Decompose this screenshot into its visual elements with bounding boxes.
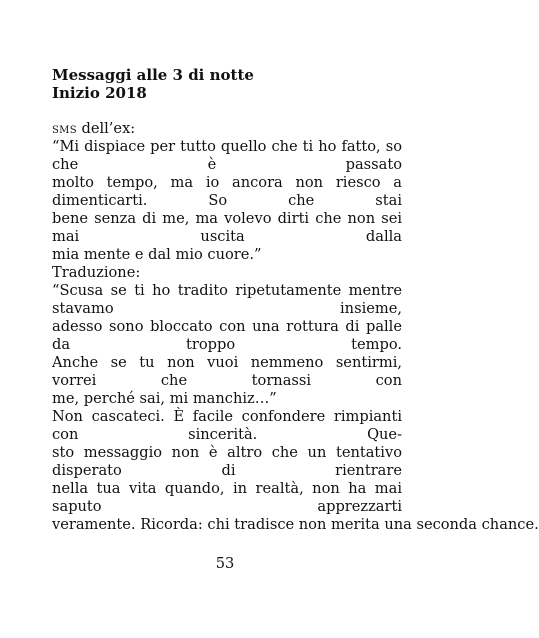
quote2-line: Anche se tu non vuoi nemmeno sentirmi, vorrei che tornassi con — [52, 354, 402, 389]
quote2-line: me, perché sai, mi manchiz…” — [52, 390, 277, 407]
quote1-line: bene senza di me, ma volevo dirti che non sei mai uscita dalla — [52, 210, 402, 245]
quote2-line: adesso sono bloccato con una rottura di palle da troppo tempo. — [52, 318, 402, 353]
quote2-line: “Scusa se ti ho tradito ripetutamente mentre stavamo insieme, — [52, 282, 402, 317]
advice-line: veramente. Ricorda: chi tradisce non merita una seconda chance. — [52, 516, 539, 533]
sms-abbreviation: sms — [52, 120, 77, 137]
section-heading — [52, 66, 402, 102]
heading-subtitle: Inizio 2018 — [52, 84, 147, 102]
body-text — [52, 120, 539, 534]
page-number: 53 — [215, 555, 235, 572]
sms-label-rest: dell’ex: — [76, 120, 136, 137]
page-content — [52, 66, 539, 534]
advice-line: nella tua vita quando, in realtà, non ha mai saputo apprezzarti — [52, 480, 402, 515]
quote1-line: “Mi dispiace per tutto quello che ti ho fatto, so che è passato — [52, 138, 402, 173]
sms-label — [52, 120, 402, 138]
quote1-line: mia mente e dal mio cuore.” — [52, 246, 262, 263]
heading-title: Messaggi alle 3 di notte — [52, 66, 254, 84]
translation-label: Traduzione: — [52, 264, 141, 281]
quote1-line: molto tempo, ma io ancora non riesco a dimenticarti. So che stai — [52, 174, 402, 209]
advice-line: sto messaggio non è altro che un tentativo disperato di rientrare — [52, 444, 402, 479]
advice-line: Non cascateci. È facile confondere rimpianti con sincerità. Que- — [52, 408, 402, 443]
